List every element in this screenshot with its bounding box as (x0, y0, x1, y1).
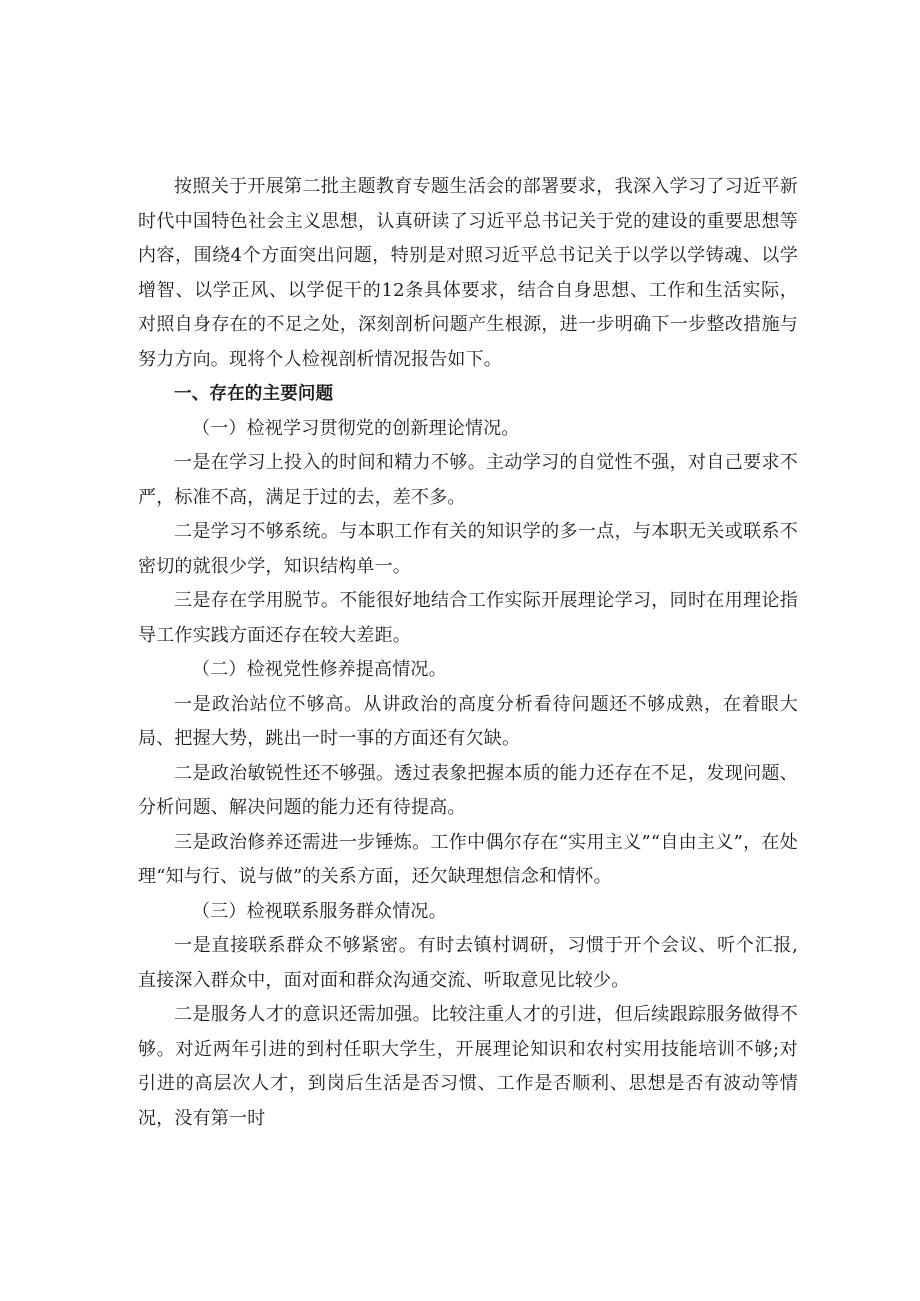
document-body (138, 170, 798, 1136)
subsection-heading-theory-study: （一）检视学习贯彻党的创新理论情况。 (192, 417, 520, 439)
list-item: 二是服务人才的意识还需加强。比较注重人才的引进，但后续跟踪服务做得不够。对近两年引进的到村任职大学生，开展理论知识和农村实用技能培训不够;对引进的高层次人才，到岗后生活是否习惯、工作是否顺利、思想是否有波动等情况，没有第一时 (138, 1004, 798, 1129)
list-item: 三是政治修养还需进一步锤炼。工作中偶尔存在“实用主义”“自由主义”，在处理“知与行、说与做”的关系方面，还欠缺理想信念和情怀。 (138, 831, 798, 887)
list-item: 二是政治敏锐性还不够强。透过表象把握本质的能力还存在不足，发现问题、分析问题、解决问题的能力还有待提高。 (138, 762, 798, 818)
subsection-heading-serving-masses: （三）检视联系服务群众情况。 (192, 900, 447, 922)
section-heading-main-problems: 一、存在的主要问题 (174, 384, 334, 404)
subsection-heading-party-cultivation: （二）检视党性修养提高情况。 (192, 659, 447, 680)
list-item: 二是学习不够系统。与本职工作有关的知识学的多一点，与本职无关或联系不密切的就很少学，知识结构单一。 (138, 521, 798, 577)
intro-paragraph: 按照关于开展第二批主题教育专题生活会的部署要求，我深入学习了习近平新时代中国特色社会主义思想，认真研读了习近平总书记关于党的建设的重要思想等内容，围绕4个方面突出问题，特别是对照习近平总书记关于以学以学铸魂、以学增智、以学正风、以学促干的12条具体要求，结合自身思想、工作和生活实际，对照自身存在的不足之处，深刻剖析问题产生根源，进一步明确下一步整改措施与努力方向。现将个人检视剖析情况报告如下。 (138, 176, 798, 370)
list-item: 一是直接联系群众不够紧密。有时去镇村调研，习惯于开个会议、听个汇报,直接深入群众中，面对面和群众沟通交流、听取意见比较少。 (138, 935, 798, 991)
list-item: 一是政治站位不够高。从讲政治的高度分析看待问题还不够成熟，在着眼大局、把握大势，跳出一时一事的方面还有欠缺。 (138, 693, 798, 749)
list-item: 三是存在学用脱节。不能很好地结合工作实际开展理论学习，同时在用理论指导工作实践方面还存在较大差距。 (138, 590, 798, 646)
list-item: 一是在学习上投入的时间和精力不够。主动学习的自觉性不强，对自己要求不严，标准不高，满足于过的去，差不多。 (138, 452, 798, 508)
